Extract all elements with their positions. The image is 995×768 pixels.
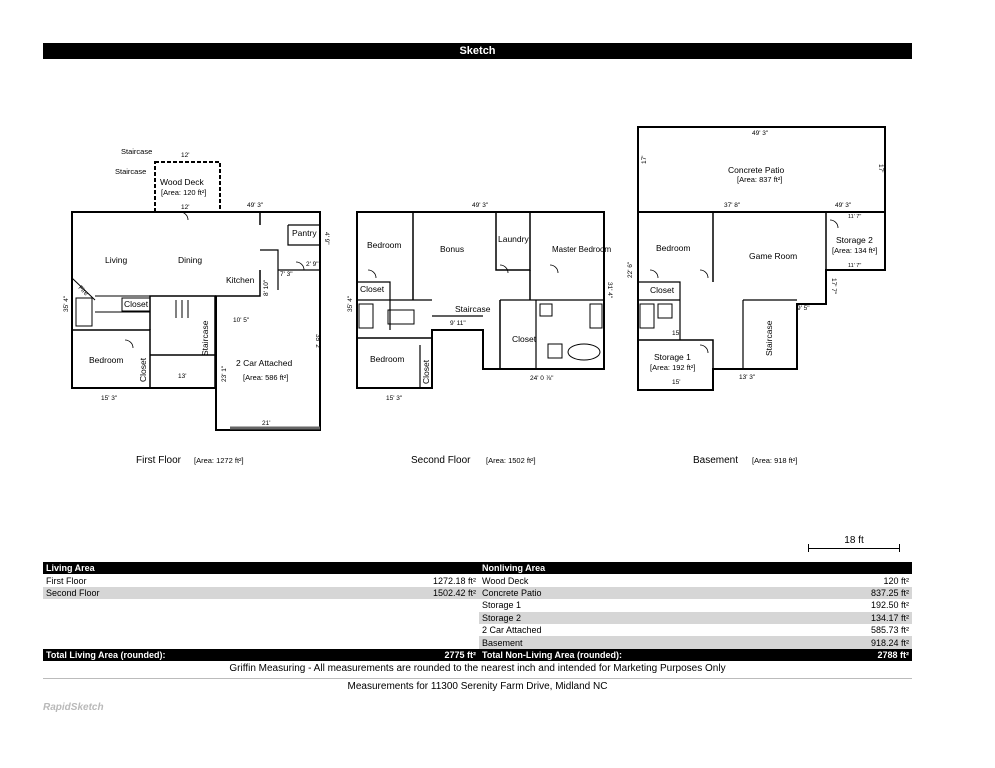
dim-first-top: 49' 3": [247, 202, 264, 209]
dim-second-top: 49' 3": [472, 202, 489, 209]
area-total-row: [43, 649, 912, 661]
nonliving-value: 918.24 ft²: [870, 637, 909, 648]
dim-second-bottom-right: 24' 0 ⅞": [530, 375, 554, 382]
second-floor-name: Second Floor: [411, 455, 471, 466]
nonliving-name: Concrete Patio: [482, 587, 542, 598]
basement-name: Basement: [693, 455, 739, 466]
total-nonliving-label: Total Non-Living Area (rounded):: [482, 649, 622, 660]
nonliving-name: Storage 2: [482, 612, 522, 623]
scale-tick-right: [899, 544, 900, 552]
room-closet2-second: Closet: [512, 334, 537, 344]
area-patio: [Area: 837 ft²]: [737, 175, 783, 184]
address: Measurements for 11300 Serenity Farm Drive, Midland NC: [347, 681, 608, 692]
dim-first-bottom: 15' 3": [101, 395, 118, 402]
room-bedroom-first: Bedroom: [89, 355, 124, 365]
nonliving-cell: [479, 599, 912, 611]
dim-basement-top-left: 37' 8": [724, 202, 741, 209]
dim-second-left: 35' 4": [347, 295, 354, 312]
nonliving-value: 192.50 ft²: [870, 600, 909, 611]
room-patio: Concrete Patio: [728, 165, 785, 175]
area-row: [43, 574, 912, 586]
dim-garage-left: 23' 1": [221, 365, 228, 382]
room-staircase-second: Staircase: [455, 304, 491, 314]
label-staircase-top2: Staircase: [115, 167, 147, 176]
nonliving-cell: [479, 587, 912, 599]
basement-area: [Area: 918 ft²]: [752, 456, 798, 465]
room-dining: Dining: [178, 255, 203, 265]
dim-10: 10' 5": [233, 317, 250, 324]
total-nonliving: [479, 649, 912, 661]
label-staircase-top1: Staircase: [121, 147, 153, 156]
living-cell: [43, 587, 479, 599]
room-closet3-second: Closet: [421, 359, 431, 384]
dim-first-left: 35' 4": [63, 295, 70, 312]
living-cell: [43, 624, 479, 636]
room-bedroom-basement: Bedroom: [656, 243, 691, 253]
room-master: Master Bedroom: [552, 245, 612, 254]
dim-basement-9: 9' 5": [797, 305, 810, 312]
dim-second-right: 31' 4": [606, 282, 613, 299]
nonliving-cell: [479, 574, 912, 586]
area-summary-table: [43, 562, 912, 661]
dim-8: 8' 10": [263, 279, 270, 296]
dim-deck-top: 12': [181, 152, 190, 159]
scale-tick-left: [808, 544, 809, 552]
room-storage2: Storage 2: [836, 235, 873, 245]
room-closet2-first: Closet: [138, 357, 148, 382]
total-living: [43, 649, 479, 661]
dim-2: 2' 9": [306, 261, 319, 268]
room-fire: Fire: [76, 284, 90, 298]
dim-basement-right: 17' 7": [830, 278, 837, 295]
sketch-header: Sketch: [43, 43, 912, 59]
first-floor-area: [Area: 1272 ft²]: [194, 456, 244, 465]
area-table-header: [43, 562, 912, 574]
scale-label: 18 ft: [844, 535, 864, 546]
dim-storage2-top: 11' 7": [848, 214, 862, 220]
room-kitchen: Kitchen: [226, 275, 255, 285]
living-cell: [43, 599, 479, 611]
room-bonus: Bonus: [440, 244, 465, 254]
nonliving-area-header: Nonliving Area: [479, 562, 912, 574]
room-living: Living: [105, 255, 128, 265]
area-wood-deck: [Area: 120 ft²]: [161, 188, 207, 197]
nonliving-value: 585.73 ft²: [870, 625, 909, 636]
area-storage1: [Area: 192 ft²]: [650, 363, 696, 372]
room-game: Game Room: [749, 251, 798, 261]
area-row: [43, 636, 912, 648]
dim-deck-bottom: 12': [181, 204, 190, 211]
dim-storage1-bottom: 15': [672, 379, 681, 386]
nonliving-value: 120 ft²: [883, 575, 909, 586]
rapidsketch-logo: RapidSketch: [43, 702, 104, 713]
room-bedroom2-second: Bedroom: [370, 354, 405, 364]
dim-patio-right: 17': [877, 164, 884, 173]
total-living-value: 2775 ft²: [444, 649, 476, 660]
area-garage: [Area: 586 ft²]: [243, 373, 289, 382]
living-cell: [43, 574, 479, 586]
dim-basement-left: 22' 6": [627, 261, 634, 278]
area-row: [43, 624, 912, 636]
nonliving-value: 837.25 ft²: [870, 587, 909, 598]
living-value: 1272.18 ft²: [432, 575, 476, 586]
dim-basement-13: 13' 3": [739, 374, 756, 381]
room-closet-basement: Closet: [650, 285, 675, 295]
dim-patio-left: 17': [641, 155, 648, 164]
dim-second-mid: 9' 11": [450, 320, 466, 327]
living-name: First Floor: [46, 575, 87, 586]
living-area-header: Living Area: [43, 562, 479, 574]
living-value: 1502.42 ft²: [432, 587, 476, 598]
dim-second-bottom-left: 15' 3": [386, 395, 403, 402]
nonliving-value: 134.17 ft²: [870, 612, 909, 623]
nonliving-name: Wood Deck: [482, 575, 529, 586]
scale-line: [808, 548, 900, 549]
total-nonliving-value: 2788 ft²: [877, 649, 909, 660]
footer-rule: [43, 678, 912, 679]
disclaimer: Griffin Measuring - All measurements are rounded to the nearest inch and intended for Marketing Purposes Only: [229, 663, 726, 674]
dim-storage1-top: 15': [672, 330, 681, 337]
room-staircase-first: Staircase: [200, 320, 210, 356]
room-closet1-second: Closet: [360, 284, 385, 294]
dim-garage-right: 35' 2": [314, 334, 321, 351]
area-row: [43, 587, 912, 599]
nonliving-cell: [479, 624, 912, 636]
dim-7: 7' 3": [280, 271, 293, 278]
living-cell: [43, 636, 479, 648]
scale-bar: [808, 535, 900, 555]
nonliving-name: Storage 1: [482, 600, 522, 611]
room-staircase-basement: Staircase: [764, 320, 774, 356]
dim-basement-top-right: 49' 3": [835, 202, 852, 209]
area-row: [43, 599, 912, 611]
nonliving-cell: [479, 612, 912, 624]
living-cell: [43, 612, 479, 624]
room-garage: 2 Car Attached: [236, 358, 293, 368]
dim-garage-bottom: 21': [262, 420, 271, 427]
dim-4: 4' 9": [323, 232, 330, 245]
room-pantry: Pantry: [292, 228, 317, 238]
room-bedroom1-second: Bedroom: [367, 240, 402, 250]
room-wood-deck: Wood Deck: [160, 177, 204, 187]
dim-storage2-bottom: 11' 7": [848, 263, 862, 269]
living-name: Second Floor: [46, 587, 100, 598]
second-floor-area: [Area: 1502 ft²]: [486, 456, 536, 465]
area-storage2: [Area: 134 ft²]: [832, 246, 878, 255]
total-living-label: Total Living Area (rounded):: [46, 649, 166, 660]
nonliving-name: Basement: [482, 637, 523, 648]
first-floor-plan: [72, 162, 320, 430]
area-row: [43, 612, 912, 624]
nonliving-cell: [479, 636, 912, 648]
room-closet-first: Closet: [124, 299, 149, 309]
first-floor-name: First Floor: [136, 455, 181, 466]
nonliving-name: 2 Car Attached: [482, 625, 542, 636]
dim-13: 13': [178, 373, 187, 380]
dim-patio-top: 49' 3": [752, 130, 769, 137]
room-laundry: Laundry: [498, 234, 529, 244]
room-storage1: Storage 1: [654, 352, 691, 362]
